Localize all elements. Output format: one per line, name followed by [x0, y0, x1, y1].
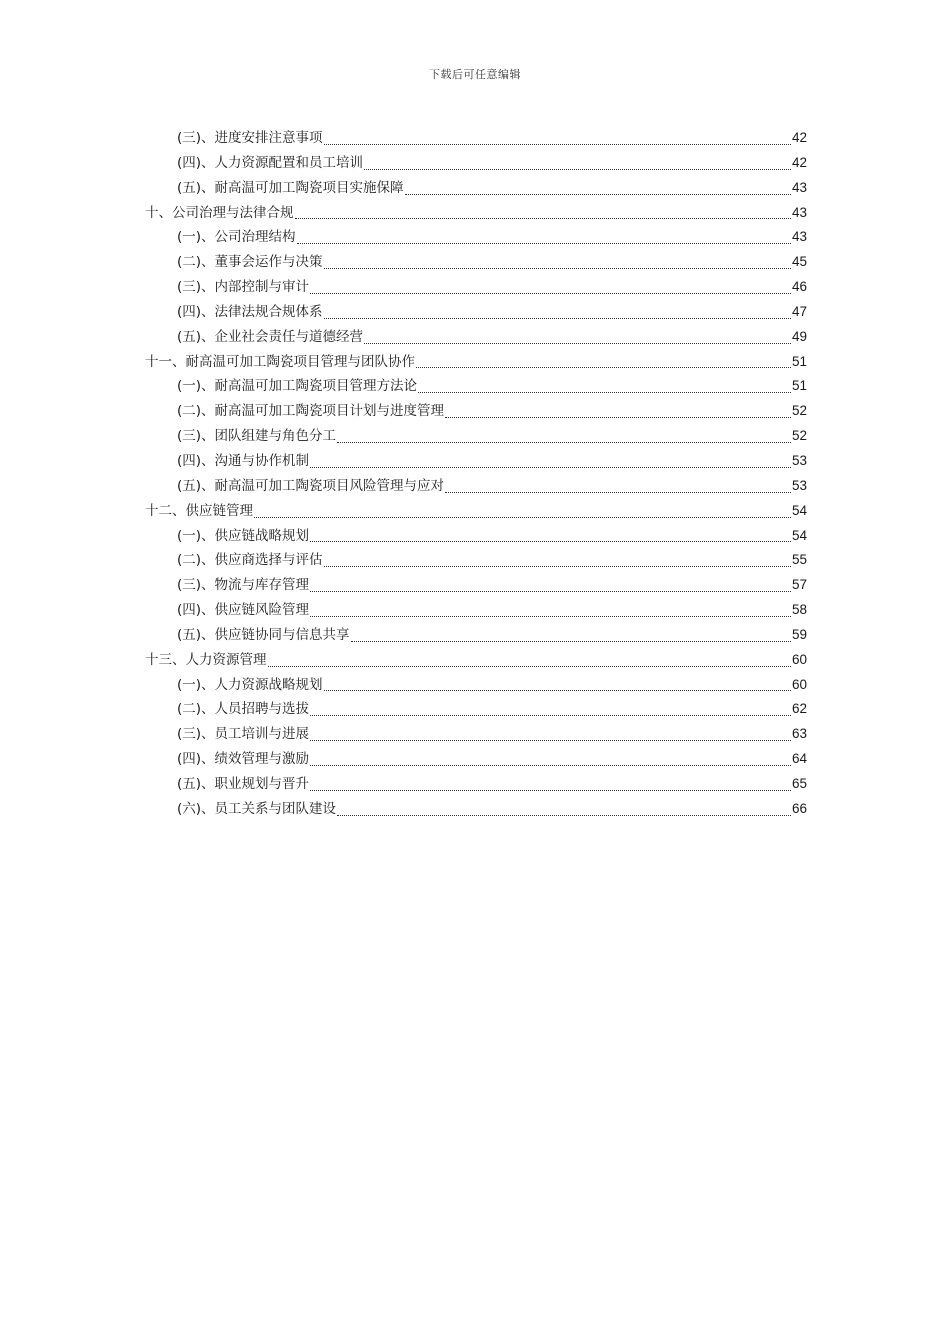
toc-entry-title: (二)、耐高温可加工陶瓷项目计划与进度管理 — [177, 403, 445, 420]
toc-entry-title: (六)、员工关系与团队建设 — [177, 800, 337, 817]
toc-entry[interactable] — [145, 499, 807, 524]
toc-entry-title: (四)、绩效管理与激励 — [177, 751, 310, 768]
toc-entry-page-number: 63 — [791, 726, 807, 742]
toc-entry-page-number: 60 — [791, 676, 807, 692]
toc-entry[interactable] — [145, 300, 807, 325]
toc-entry[interactable] — [145, 747, 807, 772]
toc-entry-title: (五)、企业社会责任与道德经营 — [177, 328, 364, 345]
table-of-contents — [145, 126, 807, 822]
toc-dot-leader — [324, 250, 791, 275]
toc-entry-page-number: 49 — [791, 328, 807, 344]
toc-entry-title: 十二、供应链管理 — [145, 502, 253, 519]
toc-dot-leader — [337, 424, 791, 449]
toc-dot-leader — [416, 350, 791, 375]
toc-dot-leader — [364, 325, 791, 350]
toc-entry[interactable] — [145, 275, 807, 300]
toc-entry-page-number: 66 — [791, 800, 807, 816]
toc-entry-title: (二)、供应商选择与评估 — [177, 552, 323, 569]
toc-entry-page-number: 58 — [791, 602, 807, 618]
toc-entry-page-number: 46 — [791, 279, 807, 295]
toc-entry[interactable] — [145, 374, 807, 399]
toc-entry-title: (一)、公司治理结构 — [177, 229, 296, 246]
toc-entry-page-number: 42 — [791, 130, 807, 145]
toc-entry-page-number: 52 — [791, 428, 807, 444]
toc-entry[interactable] — [145, 598, 807, 623]
toc-entry-page-number: 57 — [791, 577, 807, 593]
toc-entry-title: (五)、耐高温可加工陶瓷项目风险管理与应对 — [177, 477, 445, 494]
toc-entry-page-number: 65 — [791, 775, 807, 791]
toc-entry-title: (三)、员工培训与进展 — [177, 726, 310, 743]
toc-entry-title: (二)、董事会运作与决策 — [177, 254, 323, 271]
toc-dot-leader — [310, 275, 791, 300]
toc-entry[interactable] — [145, 797, 807, 822]
toc-dot-leader — [310, 573, 791, 598]
toc-entry-title: (三)、进度安排注意事项 — [177, 130, 323, 146]
toc-dot-leader — [324, 126, 791, 151]
toc-dot-leader — [337, 797, 791, 822]
toc-entry[interactable] — [145, 424, 807, 449]
toc-dot-leader — [310, 449, 791, 474]
toc-dot-leader — [310, 524, 791, 549]
toc-entry-title: (四)、沟通与协作机制 — [177, 452, 310, 469]
toc-entry-page-number: 45 — [791, 254, 807, 270]
toc-dot-leader — [310, 772, 791, 797]
toc-entry-title: (二)、人员招聘与选拔 — [177, 701, 310, 718]
toc-dot-leader — [268, 648, 791, 673]
toc-dot-leader — [324, 673, 791, 698]
toc-dot-leader — [418, 374, 791, 399]
toc-entry[interactable] — [145, 399, 807, 424]
toc-dot-leader — [254, 499, 791, 524]
toc-entry[interactable] — [145, 176, 807, 201]
toc-dot-leader — [310, 722, 791, 747]
toc-entry-page-number: 52 — [791, 403, 807, 419]
toc-entry[interactable] — [145, 474, 807, 499]
toc-entry-page-number: 54 — [791, 502, 807, 518]
toc-entry-title: (五)、职业规划与晋升 — [177, 775, 310, 792]
toc-entry[interactable] — [145, 697, 807, 722]
toc-entry[interactable] — [145, 350, 807, 375]
toc-entry[interactable] — [145, 524, 807, 549]
toc-entry[interactable] — [145, 250, 807, 275]
toc-entry-page-number: 43 — [791, 179, 807, 195]
toc-dot-leader — [324, 300, 791, 325]
toc-entry-title: 十、公司治理与法律合规 — [145, 204, 294, 221]
toc-entry-title: (四)、人力资源配置和员工培训 — [177, 154, 364, 171]
toc-entry[interactable] — [145, 151, 807, 176]
toc-entry-title: 十三、人力资源管理 — [145, 651, 267, 668]
toc-entry[interactable] — [145, 201, 807, 226]
toc-entry-page-number: 51 — [791, 353, 807, 369]
toc-dot-leader — [324, 548, 791, 573]
toc-entry-page-number: 59 — [791, 626, 807, 642]
toc-entry-page-number: 62 — [791, 701, 807, 717]
toc-dot-leader — [445, 474, 791, 499]
toc-entry[interactable] — [145, 548, 807, 573]
toc-entry-title: (四)、供应链风险管理 — [177, 602, 310, 619]
toc-entry[interactable] — [145, 225, 807, 250]
toc-entry-page-number: 47 — [791, 303, 807, 319]
toc-dot-leader — [310, 598, 791, 623]
toc-entry[interactable] — [145, 623, 807, 648]
toc-entry[interactable] — [145, 573, 807, 598]
toc-entry[interactable] — [145, 648, 807, 673]
toc-entry-title: (五)、耐高温可加工陶瓷项目实施保障 — [177, 179, 404, 196]
toc-entry-title: (三)、物流与库存管理 — [177, 577, 310, 594]
toc-entry-page-number: 54 — [791, 527, 807, 543]
toc-entry[interactable] — [145, 772, 807, 797]
toc-dot-leader — [297, 225, 791, 250]
toc-entry-title: 十一、耐高温可加工陶瓷项目管理与团队协作 — [145, 353, 415, 370]
toc-entry[interactable] — [145, 449, 807, 474]
toc-entry-page-number: 43 — [791, 204, 807, 220]
toc-dot-leader — [445, 399, 791, 424]
page-header: 下载后可任意编辑 — [429, 68, 521, 81]
toc-entry[interactable] — [145, 722, 807, 747]
toc-entry-page-number: 53 — [791, 452, 807, 468]
toc-dot-leader — [351, 623, 791, 648]
toc-entry-title: (一)、供应链战略规划 — [177, 527, 310, 544]
toc-entry-page-number: 43 — [791, 229, 807, 245]
toc-entry-page-number: 53 — [791, 477, 807, 493]
toc-entry[interactable] — [145, 325, 807, 350]
toc-entry-title: (一)、人力资源战略规划 — [177, 676, 323, 693]
toc-entry[interactable] — [145, 673, 807, 698]
toc-dot-leader — [405, 176, 791, 201]
toc-entry-title: (四)、法律法规合规体系 — [177, 303, 323, 320]
toc-entry-page-number: 64 — [791, 751, 807, 767]
toc-entry-page-number: 60 — [791, 651, 807, 667]
toc-entry[interactable] — [145, 126, 807, 151]
toc-entry-page-number: 55 — [791, 552, 807, 568]
toc-entry-title: (三)、团队组建与角色分工 — [177, 428, 337, 445]
toc-dot-leader — [295, 201, 791, 226]
toc-entry-title: (五)、供应链协同与信息共享 — [177, 626, 350, 643]
toc-entry-page-number: 42 — [791, 154, 807, 170]
toc-entry-title: (三)、内部控制与审计 — [177, 279, 310, 296]
toc-dot-leader — [310, 747, 791, 772]
toc-dot-leader — [364, 151, 791, 176]
toc-entry-page-number: 51 — [791, 378, 807, 394]
toc-dot-leader — [310, 697, 791, 722]
toc-entry-title: (一)、耐高温可加工陶瓷项目管理方法论 — [177, 378, 418, 395]
